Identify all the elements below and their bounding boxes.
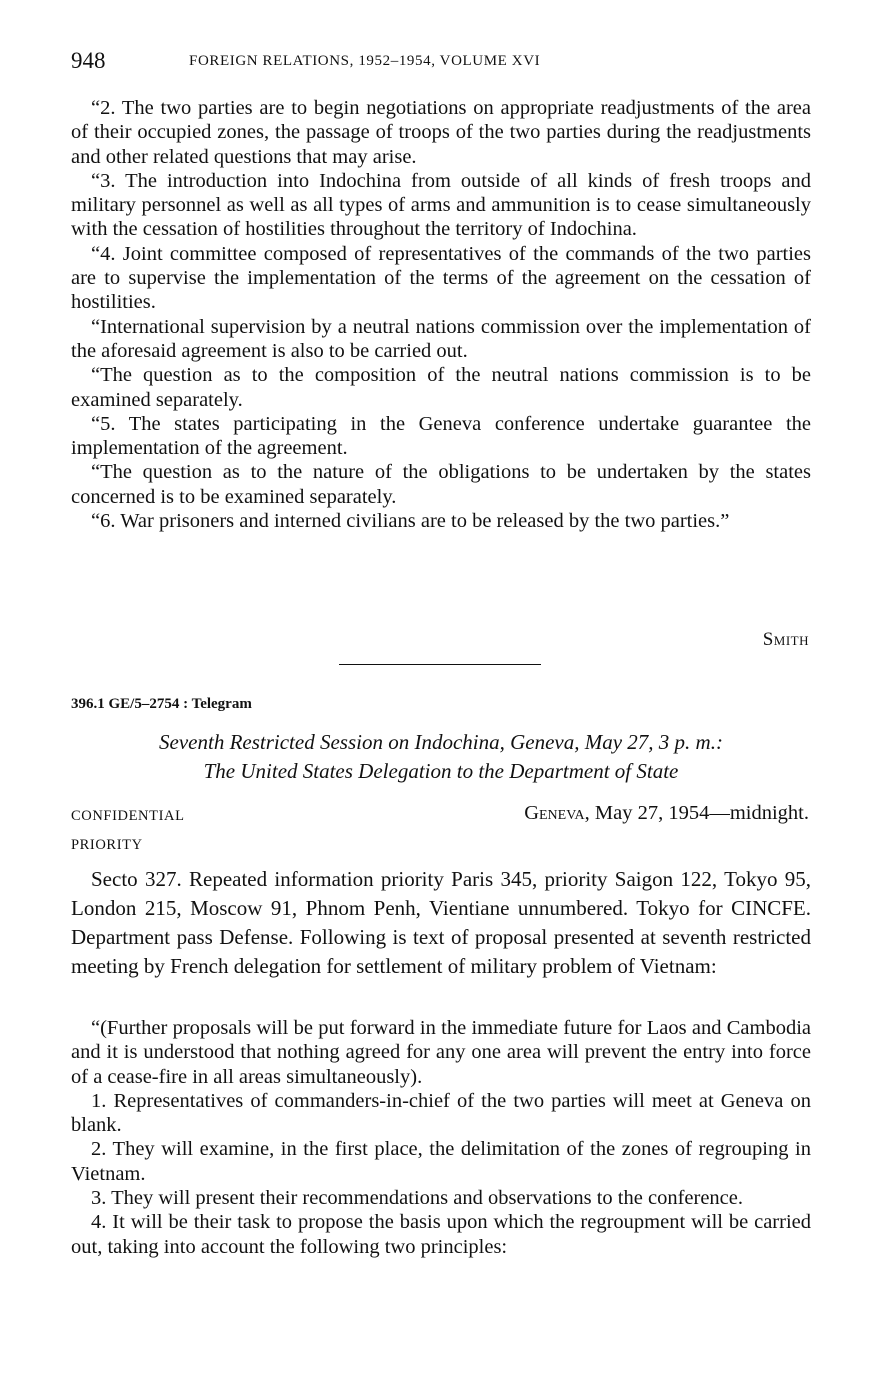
precedence-label: PRIORITY bbox=[71, 837, 143, 853]
paragraph-item-3: “3. The introduction into Indochina from outside of all kinds of fresh troops and military personnel as well as all types of arms and ammunition is to cease simultaneously with the cessation of hostilities throughout the territory of Indochina. bbox=[71, 169, 811, 241]
paragraph-commission-composition: “The question as to the composition of the neutral nations commission is to be examined separately. bbox=[71, 364, 811, 411]
dateline bbox=[524, 802, 809, 825]
proposal-item-1: 1. Representatives of commanders-in-chief of the two parties will meet at Geneva on blank. bbox=[71, 1089, 811, 1137]
classification-label: CONFIDENTIAL bbox=[71, 808, 185, 824]
previous-telegram-text bbox=[71, 96, 811, 533]
paragraph-item-6: “6. War prisoners and interned civilians are to be released by the two parties.” bbox=[91, 510, 730, 533]
dateline-date: , May 27, 1954—midnight. bbox=[584, 802, 809, 824]
proposal-item-4: 4. It will be their task to propose the basis upon which the regroupment will be carried out, taking into account the following two principles: bbox=[71, 1211, 811, 1258]
document-title bbox=[71, 728, 811, 786]
french-proposal-text bbox=[71, 1016, 811, 1259]
paragraph-item-5: “5. The states participating in the Geneva conference undertake guarantee the implementation of the agreement. bbox=[71, 412, 811, 460]
page-header bbox=[71, 48, 811, 74]
proposal-item-2: 2. They will examine, in the first place, the delimitation of the zones of regrouping in Vietnam. bbox=[71, 1138, 811, 1185]
proposal-preamble: “(Further proposals will be put forward in the immediate future for Laos and Cambodia and it is understood that nothing agreed for any one area will prevent the entry into force of a cease-fire in all areas simultaneously). bbox=[71, 1017, 811, 1088]
paragraph-obligations: “The question as to the nature of the obligations to be undertaken by the states concerned is to be examined separately. bbox=[71, 461, 811, 508]
running-head: FOREIGN RELATIONS, 1952–1954, VOLUME XVI bbox=[189, 53, 541, 69]
paragraph-item-2: “2. The two parties are to begin negotiations on appropriate readjustments of the area of their occupied zones, the passage of troops of the two parties during the readjustments and other related questions that may arise. bbox=[71, 97, 811, 168]
document-title-line-2: The United States Delegation to the Department of State bbox=[203, 759, 679, 783]
document-title-line-1: Seventh Restricted Session on Indochina, Geneva, May 27, 3 p. m.: bbox=[159, 730, 723, 754]
page-number: 948 bbox=[71, 48, 106, 73]
section-divider bbox=[339, 664, 541, 665]
proposal-item-3: 3. They will present their recommendations and observations to the conference. bbox=[91, 1187, 743, 1210]
paragraph-international-supervision: “International supervision by a neutral nations commission over the implementation of the aforesaid agreement is also to be carried out. bbox=[71, 315, 811, 362]
opening-paragraph: Secto 327. Repeated information priority Paris 345, priority Saigon 122, Tokyo 95, London 215, Moscow 91, Phnom Penh, Vientiane unnumbered. Tokyo for CINCFE. Department pass Defense. Following is text of proposal presented at seventh restricted meeting by French delegation for settlement of military problem of Vietnam: bbox=[71, 867, 811, 978]
signature: Smith bbox=[762, 629, 809, 650]
paragraph-item-4: “4. Joint committee composed of representatives of the commands of the two parties are to supervise the implementation of the terms of the agreement on the cessation of hostilities. bbox=[71, 242, 811, 314]
dateline-city: Geneva bbox=[524, 802, 585, 824]
file-reference: 396.1 GE/5–2754 : Telegram bbox=[71, 696, 252, 712]
telegram-body bbox=[71, 865, 811, 981]
